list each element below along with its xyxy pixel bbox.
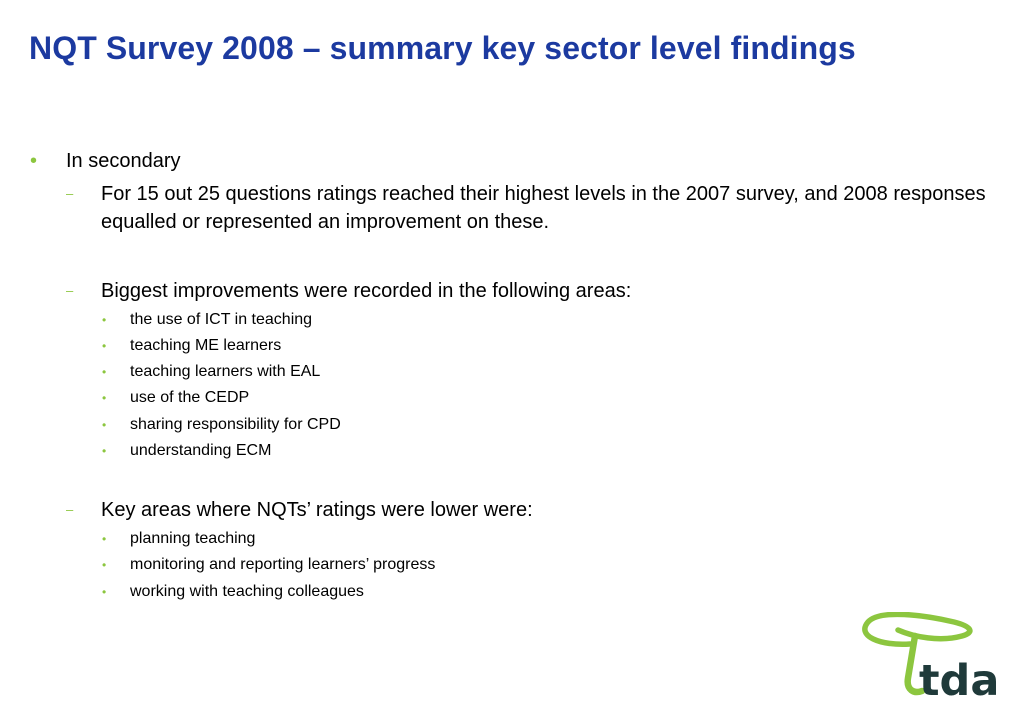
lower-text: monitoring and reporting learners’ progress	[130, 556, 436, 573]
bullet-marker: •	[102, 585, 107, 599]
improvement-text: sharing responsibility for CPD	[130, 416, 341, 433]
bullet-text: In secondary	[66, 150, 181, 172]
subpoint-text: For 15 out 25 questions ratings reached their highest levels in the 2007 survey, and 2008 responses equalled or represented an improvement on these.	[101, 183, 986, 233]
subpoint-lower-ratings	[66, 496, 986, 524]
tda-logo	[858, 612, 1003, 702]
bullet-marker: •	[102, 339, 107, 353]
bullet-marker: •	[102, 444, 107, 458]
subpoint-text: Biggest improvements were recorded in the following areas:	[101, 280, 632, 302]
subpoint-text: Key areas where NQTs’ ratings were lower were:	[101, 499, 533, 521]
lower-text: planning teaching	[130, 530, 256, 547]
bullet-marker: •	[102, 558, 107, 572]
bullet-marker: •	[102, 532, 107, 546]
bullet-marker: •	[102, 418, 107, 432]
dash-marker: –	[66, 283, 74, 298]
improvement-text: teaching ME learners	[130, 337, 282, 354]
lower-text: working with teaching colleagues	[130, 583, 364, 600]
slide-title: NQT Survey 2008 – summary key sector level findings	[29, 30, 856, 66]
bullet-marker: •	[30, 150, 38, 172]
dash-marker: –	[66, 186, 74, 201]
logo-text: tda	[919, 656, 1000, 702]
improvement-text: teaching learners with EAL	[130, 363, 321, 380]
tda-logo-icon	[858, 612, 1003, 702]
bullet-marker: •	[102, 365, 107, 379]
subpoint-highest-levels	[66, 180, 986, 236]
bullet-marker: •	[102, 313, 107, 327]
dash-marker: –	[66, 502, 74, 517]
improvement-text: use of the CEDP	[130, 389, 250, 406]
improvement-text: understanding ECM	[130, 442, 272, 459]
improvement-text: the use of ICT in teaching	[130, 311, 313, 328]
subpoint-biggest-improvements	[66, 277, 986, 305]
bullet-marker: •	[102, 391, 107, 405]
